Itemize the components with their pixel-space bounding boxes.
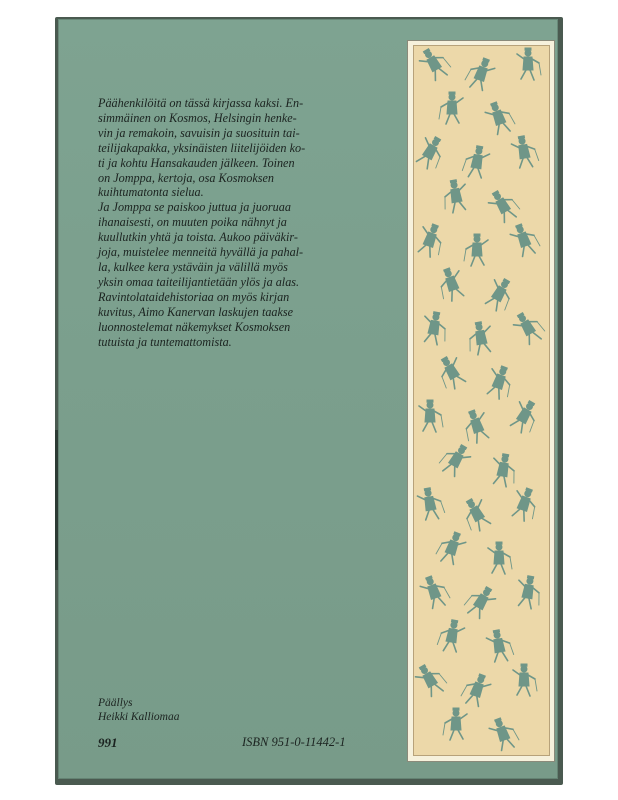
dancing-figure: [416, 46, 453, 83]
dancing-figure: [437, 440, 474, 480]
dancing-figure: [434, 265, 467, 303]
dancing-figure: [414, 133, 449, 173]
publisher-code: 991: [98, 735, 118, 750]
dancing-figure: [461, 144, 490, 180]
dancing-figure: [433, 353, 470, 393]
isbn: ISBN 951-0-11442-1: [242, 735, 346, 749]
dancing-figure: [436, 618, 465, 654]
dancing-figure: [414, 660, 449, 700]
blurb-paragraph-1: Päähenkilöitä on tässä kirjassa kaksi. En- simmäinen on Kosmos, Helsingin henke- vin ja remakoin, savuisin ja suosituin tai- teilijakapakka, yksinäisten liitelijöiden ko- ti ja kohtu Hansakauden jälkeen. Toinen on Jomppa, kertoja, osa Kosmoksen kuihtumatonta sielua.: [98, 96, 306, 200]
dancing-figure: [483, 99, 516, 137]
dancing-figure: [458, 495, 495, 535]
dancing-figure: [416, 486, 445, 522]
blurb-paragraph-2: Ja Jomppa se paiskoo juttua ja juoruaa ihanaisesti, on muuten poika nähnyt ja kuullutkin yhtä ja toista. Aukoo päiväkir- joja, muistelee menneitä hyvällä ja pahal- la, kulkee kera ystäväin ja välillä myös yksin omaa taiteilijantietään ylös ja alas. Ravintolataidehistoriaa on myös kirjan kuvitus, Aimo Kanervan laskujen taakse luonnostelemat näkemykset Kosmoksen tutuista ja tuntemattomista.: [98, 200, 304, 349]
dancing-figure: [443, 708, 467, 740]
dancing-figure: [489, 452, 518, 488]
dancing-figure: [459, 671, 492, 709]
dancing-figure: [465, 320, 494, 356]
dancing-figure: [459, 407, 492, 445]
dancing-figure: [510, 134, 539, 170]
illustration-panel: [413, 45, 550, 756]
back-cover-blurb: [98, 96, 398, 349]
dancing-figure: [462, 582, 499, 622]
dancing-figure: [420, 310, 449, 346]
credit-role: Päällys: [98, 697, 133, 709]
dancing-figure: [440, 178, 469, 214]
dancing-figure: [439, 92, 463, 124]
dancing-figure: [487, 715, 520, 753]
dancing-figure: [414, 221, 447, 259]
dancing-figure: [485, 628, 514, 664]
dancing-figure: [510, 308, 547, 348]
dancing-figures-pattern: [414, 46, 550, 756]
dancing-figure: [488, 542, 512, 574]
dancing-figure: [481, 275, 518, 315]
dancing-figure: [463, 55, 496, 93]
dancing-figure: [508, 485, 541, 523]
dancing-figure: [464, 234, 488, 266]
dancing-figure: [508, 221, 541, 259]
credit-name: Heikki Kalliomaa: [98, 711, 180, 723]
cover-credit: [98, 696, 179, 724]
dancing-figure: [514, 574, 543, 610]
dancing-figure: [513, 664, 537, 696]
dancing-figure: [485, 186, 522, 226]
dancing-figure: [418, 573, 451, 611]
dancing-figure: [506, 397, 543, 437]
dancing-figure: [483, 363, 516, 401]
dancing-figure: [419, 400, 443, 432]
dancing-figure: [517, 48, 541, 80]
dancing-figure: [434, 529, 467, 567]
